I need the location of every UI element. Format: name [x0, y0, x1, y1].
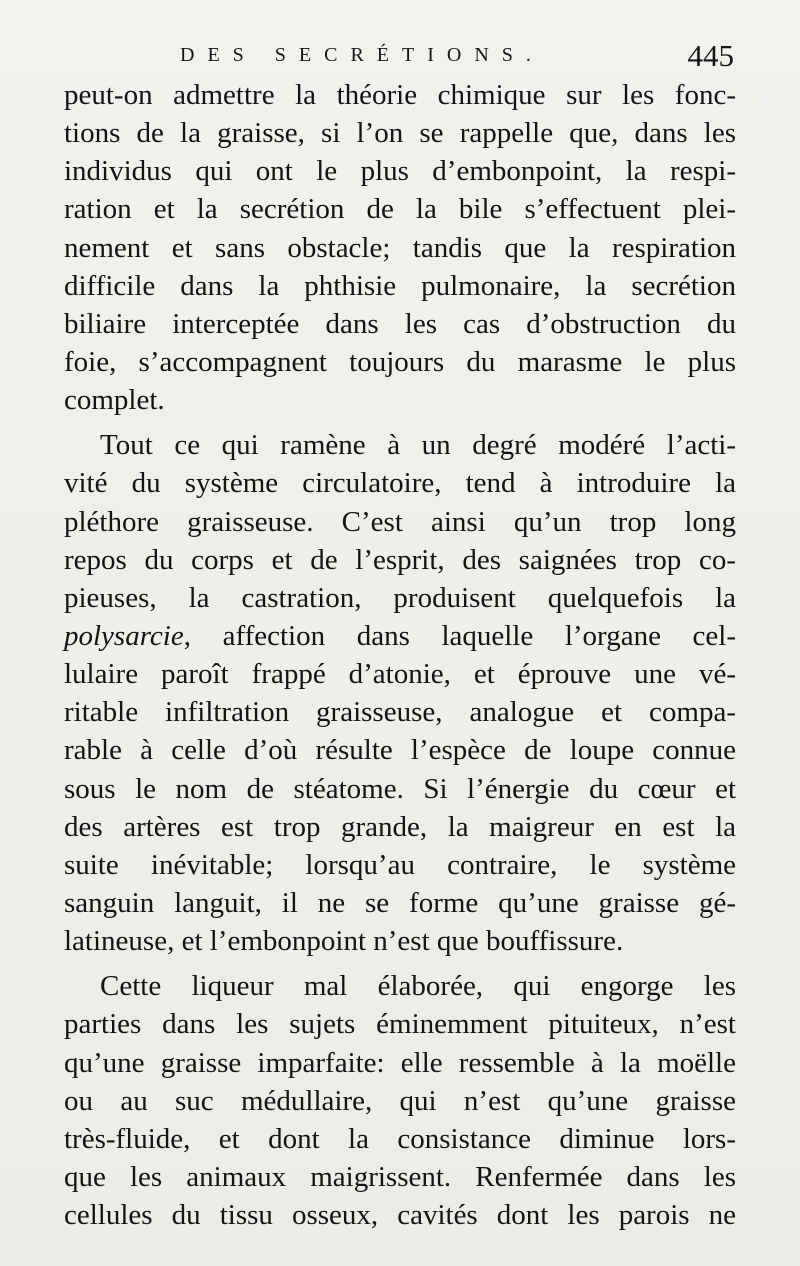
- running-title: DES SECRÉTIONS.: [180, 44, 544, 66]
- text-line: sanguin languit, il ne se forme qu’une graisse gé-: [64, 886, 736, 919]
- text-line: ou au suc médullaire, qui n’est qu’une graisse: [64, 1084, 736, 1117]
- text-line: sous le nom de stéatome. Si l’énergie du cœur et: [64, 772, 736, 805]
- text-line: foie, s’accompagnent toujours du marasme le plus: [64, 345, 736, 378]
- text-line: latineuse, et l’embonpoint n’est que bouffissure.: [64, 925, 624, 958]
- text-line: difficile dans la phthisie pulmonaire, la secrétion: [64, 269, 736, 302]
- text-line: des artères est trop grande, la maigreur en est la: [64, 810, 736, 843]
- text-line: tions de la graisse, si l’on se rappelle que, dans les: [64, 117, 736, 150]
- text-line: repos du corps et de l’esprit, des saignées trop co-: [64, 543, 736, 576]
- italic-term: polysarcie: [64, 619, 184, 652]
- body-text: [64, 76, 736, 1234]
- text-line: ration et la secrétion de la bile s’effectuent plei-: [64, 193, 736, 226]
- text-line: vité du système circulatoire, tend à introduire la: [64, 467, 736, 500]
- text-line: parties dans les sujets éminemment pituiteux, n’est: [64, 1008, 736, 1041]
- page-number: 445: [687, 38, 734, 73]
- paragraph: [64, 967, 736, 1234]
- text-line: complet.: [64, 384, 165, 417]
- text-line: biliaire interceptée dans les cas d’obstruction du: [64, 307, 736, 340]
- text-line: que les animaux maigrissent. Renfermée dans les: [64, 1160, 736, 1193]
- text-line: suite inévitable; lorsqu’au contraire, le système: [64, 848, 736, 881]
- running-head: [0, 38, 800, 78]
- text-line: pléthore graisseuse. C’est ainsi qu’un trop long: [64, 505, 736, 538]
- text-line: pieuses, la castration, produisent quelquefois la: [64, 581, 736, 614]
- text-line: [64, 617, 736, 655]
- text-line: très-fluide, et dont la consistance diminue lors-: [64, 1122, 736, 1155]
- text-line: Cette liqueur mal élaborée, qui engorge les: [100, 970, 736, 1003]
- text-line: Tout ce qui ramène à un degré modéré l’acti-: [100, 429, 736, 462]
- text-line: rable à celle d’où résulte l’espèce de loupe connue: [64, 734, 736, 767]
- text-line: lulaire paroît frappé d’atonie, et éprouve une vé-: [64, 658, 736, 691]
- paragraph: [64, 426, 736, 960]
- text-line: individus qui ont le plus d’embonpoint, la respi-: [64, 155, 736, 188]
- paragraph: [64, 76, 736, 419]
- text-line: ritable infiltration graisseuse, analogue et compa-: [64, 696, 736, 729]
- text-line: nement et sans obstacle; tandis que la respiration: [64, 231, 736, 264]
- text-line: peut-on admettre la théorie chimique sur les fonc-: [64, 79, 736, 111]
- text-line: cellules du tissu osseux, cavités dont les parois ne: [64, 1199, 736, 1232]
- text-line: qu’une graisse imparfaite: elle ressemble à la moëlle: [64, 1046, 736, 1079]
- text-line-rest: , affection dans laquelle l’organe cel-: [183, 619, 736, 652]
